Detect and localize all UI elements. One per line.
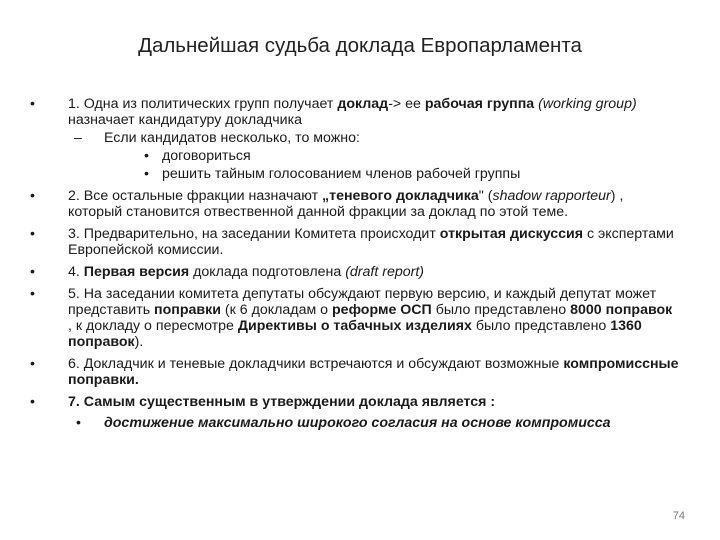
sub-list-item: • достижение максимально широкого согласия на основе компромисса <box>76 415 611 431</box>
list-item: • 2. Все остальные фракции назначают „теневого докладчика" (shadow rapporteur) , который становится отвественной данной фракции за доклад по этой теме. <box>30 188 624 220</box>
bullet-icon: • <box>30 394 35 410</box>
bullet-icon: • <box>30 188 35 204</box>
page-number: 74 <box>672 510 685 522</box>
sub-list-item: – Если кандидатов несколько, то можно: <box>74 130 360 146</box>
bullet-icon: • <box>30 286 35 302</box>
bullet-list <box>28 96 680 437</box>
list-item: • 6. Докладчик и теневые докладчики встречаются и обсуждают возможные компромиссные поправки. <box>30 356 679 388</box>
list-item: • 7. Самым существенным в утверждении доклада является : • достижение максимально широкого согласия на основе компромисса <box>28 394 680 431</box>
bullet-icon: • <box>30 226 35 242</box>
bullet-icon: • <box>144 148 149 164</box>
bullet-icon: • <box>30 264 35 280</box>
dash-icon: – <box>74 130 82 146</box>
sub-sub-list-item: • решить тайным голосованием членов рабочей группы <box>144 166 521 182</box>
bullet-icon: • <box>144 166 149 182</box>
bullet-icon: • <box>76 415 81 431</box>
list-item: • 5. На заседании комитета депутаты обсуждают первую версию, и каждый депутат может представить поправки (к 6 докладам о реформе ОСП было представлено 8000 поправок , к докладу о пересмотре Директивы о табачных изделиях было представлено 1360 поправок). <box>30 286 673 350</box>
slide-title: Дальнейшая судьба доклада Европарламента <box>138 34 582 57</box>
bullet-icon: • <box>30 356 35 372</box>
list-item: • 4. Первая версия доклада подготовлена (draft report) <box>30 264 425 280</box>
list-item: • 1. Одна из политических групп получает доклад-> ее рабочая группа (working group) назначает кандидатуру докладчика – Если кандидатов несколько, то можно: • договориться • решить тайным голосованием членов рабочей группы <box>28 96 680 182</box>
list-item: • 3. Предварительно, на заседании Комитета происходит открытая дискуссия с экспертами Европейской комиссии. <box>30 226 674 258</box>
bullet-icon: • <box>30 96 35 112</box>
sub-sub-list-item: • договориться <box>144 148 251 164</box>
